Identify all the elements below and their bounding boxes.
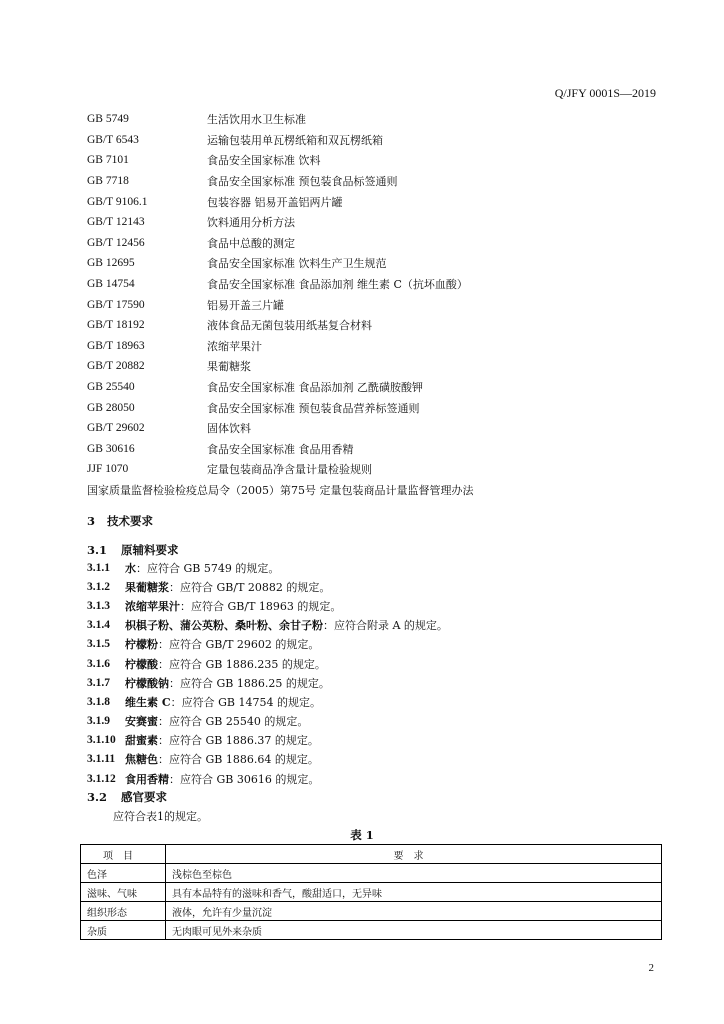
requirement-row	[87, 616, 667, 635]
item-cell: 滋味、气味	[81, 883, 166, 902]
section-title: 技术要求	[107, 514, 154, 528]
reference-row	[87, 150, 667, 171]
subsection-title: 原辅料要求	[121, 543, 179, 557]
requirement-text: ：应符合 GB 1886.25 的规定。	[169, 676, 330, 690]
reference-title: 定量包装商品净含量计量检验规则	[207, 463, 372, 477]
subsection-number: 3.1	[87, 543, 108, 557]
requirement-row	[87, 635, 667, 654]
reference-title: 食品安全国家标准 预包装食品标签通则	[207, 175, 398, 189]
clause-number: 3.1.11	[87, 753, 116, 766]
reference-title: 食品安全国家标准 食品添加剂 维生素 C（抗坏血酸）	[207, 278, 468, 292]
reference-row	[87, 171, 667, 192]
reference-code: GB 25540	[87, 381, 135, 394]
column-header-requirement: 要求	[166, 845, 662, 864]
material-name: 柠檬酸钠	[125, 676, 169, 690]
reference-code: GB/T 18192	[87, 319, 145, 332]
requirement-row	[87, 769, 667, 788]
reference-row	[87, 294, 667, 315]
subsection-title: 感官要求	[121, 790, 168, 804]
requirement-text: ：应符合附录 A 的规定。	[323, 619, 448, 633]
reference-title: 铝易开盖三片罐	[207, 298, 284, 312]
reference-title: 食品安全国家标准 饮料生产卫生规范	[207, 257, 387, 271]
requirement-text: ：应符合 GB 1886.235 的规定。	[158, 657, 326, 671]
requirement-cell: 浅棕色至棕色	[166, 864, 662, 883]
requirement-row	[87, 750, 667, 769]
reference-code: GB 7101	[87, 154, 129, 167]
requirement-row	[87, 577, 667, 596]
requirement-row	[87, 692, 667, 711]
clause-number: 3.1.5	[87, 638, 110, 651]
requirement-text: ：应符合 GB/T 29602 的规定。	[158, 638, 320, 652]
reference-code: GB/T 20882	[87, 360, 145, 373]
requirement-text: ：应符合 GB 1886.64 的规定。	[158, 753, 319, 767]
requirement-row	[87, 673, 667, 692]
requirement-text: ：应符合 GB 14754 的规定。	[170, 695, 321, 709]
normative-references-list	[87, 109, 667, 500]
item-cell: 杂质	[81, 921, 166, 940]
requirement-cell: 无肉眼可见外来杂质	[166, 921, 662, 940]
reference-code: JJF 1070	[87, 463, 129, 476]
table-reference-note: 应符合表1的规定。	[113, 810, 208, 823]
reference-code: GB/T 29602	[87, 422, 145, 435]
requirement-row	[87, 558, 667, 577]
decree-reference-text: 国家质量监督检验检疫总局令（2005）第75号 定量包装商品计量监督管理办法	[87, 483, 474, 497]
reference-title: 液体食品无菌包装用纸基复合材料	[207, 319, 372, 333]
reference-row	[87, 377, 667, 398]
clause-number: 3.1.10	[87, 734, 116, 747]
reference-row	[87, 459, 667, 480]
reference-title: 食品安全国家标准 食品添加剂 乙酰磺胺酸钾	[207, 381, 423, 395]
reference-title: 固体饮料	[207, 422, 251, 436]
reference-code: GB 5749	[87, 113, 129, 126]
reference-row	[87, 336, 667, 357]
reference-code: GB 28050	[87, 401, 135, 414]
reference-code: GB/T 9106.1	[87, 195, 148, 208]
reference-row	[87, 233, 667, 254]
reference-row	[87, 315, 667, 336]
requirement-text: ：应符合 GB 25540 的规定。	[158, 715, 309, 729]
clause-number: 3.1.8	[87, 695, 110, 708]
material-name: 甜蜜素	[125, 734, 158, 748]
item-cell: 色泽	[81, 864, 166, 883]
reference-row	[87, 274, 667, 295]
reference-title: 食品中总酸的测定	[207, 236, 295, 250]
section-number: 3	[87, 514, 96, 528]
clause-number: 3.1.4	[87, 619, 110, 632]
clause-number: 3.1.2	[87, 580, 110, 593]
reference-title: 食品安全国家标准 食品用香精	[207, 442, 354, 456]
requirement-text: ：应符合 GB 1886.37 的规定。	[158, 734, 319, 748]
reference-title: 运输包装用单瓦楞纸箱和双瓦楞纸箱	[207, 133, 383, 147]
table-row	[81, 902, 662, 921]
reference-title: 浓缩苹果汁	[207, 339, 262, 353]
subsection-number: 3.2	[87, 790, 108, 804]
table-row	[81, 921, 662, 940]
reference-code: GB 30616	[87, 442, 135, 455]
requirement-cell: 具有本品特有的滋味和香气，酸甜适口，无异味	[166, 883, 662, 902]
column-header-item: 项目	[81, 845, 166, 864]
material-name: 焦糖色	[125, 753, 158, 767]
document-code-header: Q/JFY 0001S—2019	[554, 86, 656, 100]
reference-row	[87, 130, 667, 151]
clause-number: 3.1.6	[87, 657, 110, 670]
reference-code: GB/T 12456	[87, 236, 145, 249]
material-name: 柠檬粉	[125, 638, 158, 652]
material-name: 果葡糖浆	[125, 580, 169, 594]
reference-title: 包装容器 铝易开盖铝两片罐	[207, 195, 343, 209]
material-name: 枳椇子粉、蒲公英粉、桑叶粉、余甘子粉	[125, 619, 323, 633]
requirement-row	[87, 731, 667, 750]
requirement-text: ：应符合 GB/T 18963 的规定。	[180, 599, 342, 613]
reference-code: GB/T 18963	[87, 339, 145, 352]
reference-code: GB 7718	[87, 175, 129, 188]
decree-reference-row	[87, 480, 667, 501]
clause-number: 3.1.9	[87, 715, 110, 728]
reference-code: GB/T 12143	[87, 216, 145, 229]
subsection-heading	[87, 542, 179, 558]
reference-row	[87, 439, 667, 460]
reference-title: 生活饮用水卫生标准	[207, 113, 306, 127]
requirement-cell: 液体，允许有少量沉淀	[166, 902, 662, 921]
reference-row	[87, 397, 667, 418]
reference-title: 食品安全国家标准 预包装食品营养标签通则	[207, 401, 420, 415]
reference-title: 食品安全国家标准 饮料	[207, 154, 321, 168]
table-row	[81, 864, 662, 883]
table-row	[81, 883, 662, 902]
clause-number: 3.1.7	[87, 676, 110, 689]
reference-code: GB/T 6543	[87, 133, 139, 146]
reference-row	[87, 418, 667, 439]
clause-number: 3.1.12	[87, 772, 116, 785]
material-name: 浓缩苹果汁	[125, 599, 180, 613]
requirement-text: ：应符合 GB 30616 的规定。	[169, 772, 320, 786]
clause-number: 3.1.3	[87, 599, 110, 612]
reference-row	[87, 253, 667, 274]
reference-code: GB 14754	[87, 278, 135, 291]
reference-code: GB/T 17590	[87, 298, 145, 311]
requirement-text: ：应符合 GB 5749 的规定。	[136, 561, 280, 575]
clause-number: 3.1.1	[87, 561, 110, 574]
material-name: 水	[125, 561, 136, 575]
requirement-text: ：应符合 GB/T 20882 的规定。	[169, 580, 331, 594]
requirement-row	[87, 654, 667, 673]
subsection-heading	[87, 789, 167, 805]
material-name: 安赛蜜	[125, 715, 158, 729]
reference-row	[87, 212, 667, 233]
requirement-row	[87, 712, 667, 731]
reference-code: GB 12695	[87, 257, 135, 270]
raw-material-requirements-list	[87, 558, 667, 788]
material-name: 食用香精	[125, 772, 169, 786]
table-caption: 表 1	[350, 828, 374, 842]
reference-title: 饮料通用分析方法	[207, 216, 295, 230]
item-cell: 组织形态	[81, 902, 166, 921]
material-name: 柠檬酸	[125, 657, 158, 671]
table-header-row	[81, 845, 662, 864]
sensory-requirements-table	[80, 844, 662, 940]
reference-row	[87, 109, 667, 130]
reference-title: 果葡糖浆	[207, 360, 251, 374]
requirement-row	[87, 596, 667, 615]
page-number: 2	[648, 962, 654, 974]
reference-row	[87, 191, 667, 212]
section-heading	[87, 513, 153, 529]
material-name: 维生素 C	[125, 695, 171, 709]
reference-row	[87, 356, 667, 377]
